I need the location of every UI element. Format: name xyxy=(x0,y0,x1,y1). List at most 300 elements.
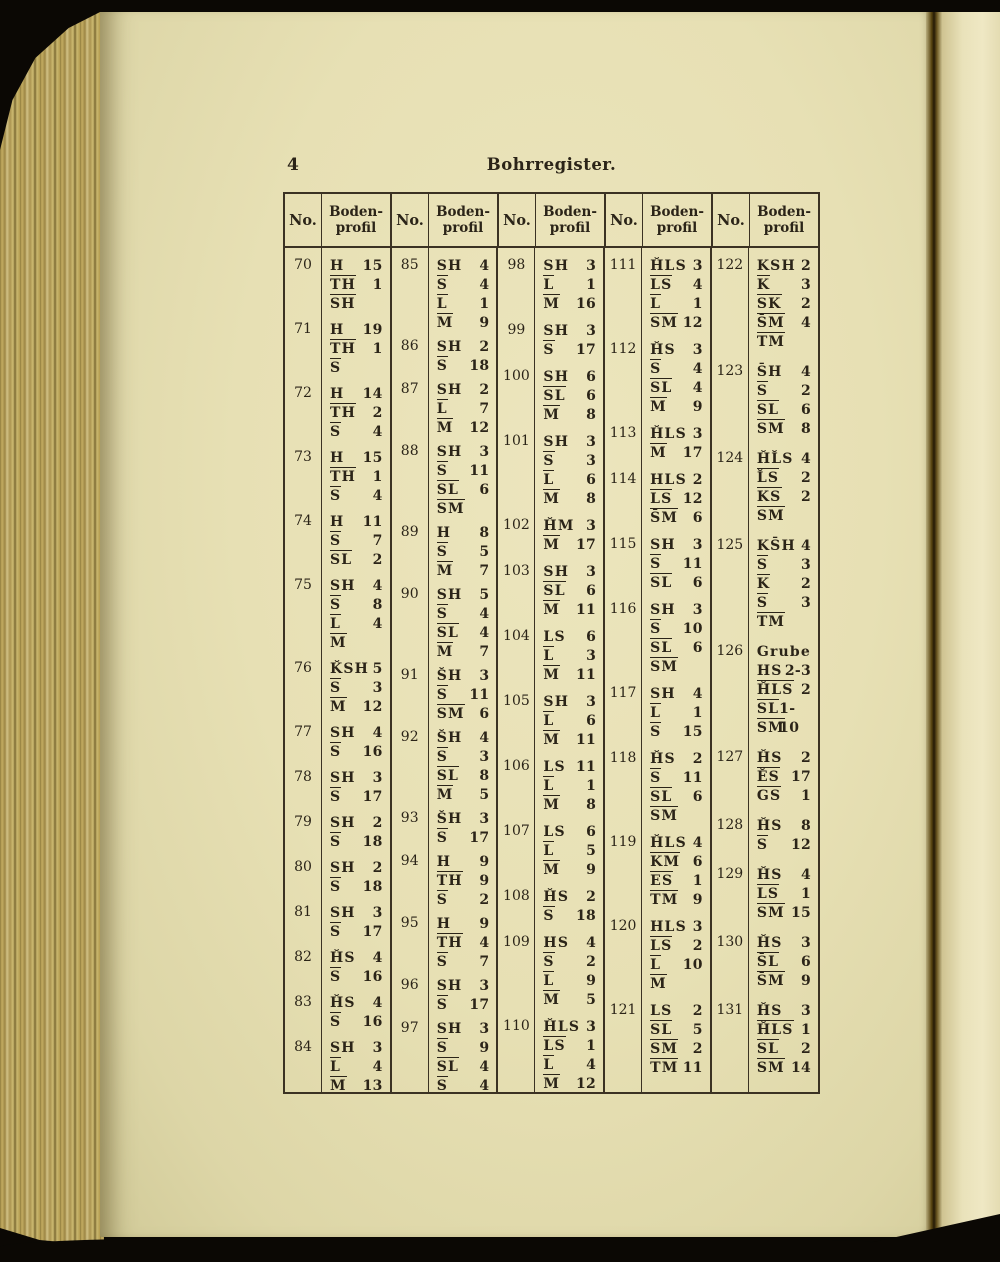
entry-value: 6 xyxy=(586,713,597,729)
entry-list xyxy=(321,576,390,652)
profile-entry xyxy=(543,627,596,646)
profile-entry xyxy=(330,595,383,614)
entry-code: S xyxy=(330,744,342,760)
entry-value: 3 xyxy=(586,648,597,664)
group-number: 84 xyxy=(294,1039,312,1055)
entry-code: S xyxy=(330,680,342,696)
profile-entry xyxy=(437,747,490,766)
profile-entry xyxy=(543,933,596,952)
profile-entry xyxy=(543,562,596,581)
profile-entry xyxy=(437,313,490,332)
profile-entry xyxy=(650,619,703,638)
entry-value: 2 xyxy=(800,383,812,399)
profile-header-line1: Boden- xyxy=(436,204,490,220)
profile-entry xyxy=(543,1074,596,1092)
profile-group xyxy=(605,340,710,416)
table-header-cell-profile xyxy=(536,194,604,246)
entry-list xyxy=(321,1038,390,1092)
entry-value: 11 xyxy=(576,667,597,683)
entry-code: SM xyxy=(650,1041,679,1057)
profile-entry xyxy=(330,877,383,896)
entry-code: L xyxy=(330,616,342,632)
profile-entry xyxy=(330,903,383,922)
table-header-cell-profile xyxy=(750,194,818,246)
bohrregister-table xyxy=(283,192,820,1094)
entry-code: H̆L̆S xyxy=(756,451,794,467)
entry-code: H̆LS xyxy=(650,258,687,274)
entry-value: 1-10 xyxy=(779,701,800,736)
entry-code: K̆SH xyxy=(330,661,370,677)
profile-entry xyxy=(330,967,383,986)
entry-code: M xyxy=(436,787,454,803)
profile-entry xyxy=(543,757,596,776)
entry-code: TM xyxy=(756,614,786,630)
profile-entry xyxy=(543,294,596,313)
entry-value: 10 xyxy=(682,621,703,637)
group-number: 115 xyxy=(609,536,637,552)
entry-code: S xyxy=(436,997,449,1013)
group-number: 109 xyxy=(503,934,530,950)
profile-entry xyxy=(330,467,383,486)
entry-code: H̆S xyxy=(756,818,783,834)
entry-list xyxy=(748,933,818,990)
entry-code: K xyxy=(756,576,771,592)
entry-value: 2 xyxy=(479,892,490,908)
entry-value: 16 xyxy=(362,969,383,985)
profile-entry xyxy=(437,914,490,933)
group-number: 80 xyxy=(294,859,312,875)
entry-code: TH xyxy=(436,935,463,951)
profile-entry xyxy=(543,405,596,424)
entry-list xyxy=(748,536,818,631)
entry-value: 6 xyxy=(479,706,490,722)
profile-entry xyxy=(543,367,596,386)
profile-group xyxy=(712,1001,818,1077)
entry-code: KS xyxy=(756,489,782,505)
entry-value: 11 xyxy=(469,463,490,479)
entry-code: L xyxy=(543,778,555,794)
entry-value: 17 xyxy=(576,342,597,358)
entry-list xyxy=(641,340,710,416)
entry-code: LS xyxy=(650,938,673,954)
group-number: 96 xyxy=(400,977,419,993)
profile-entry xyxy=(330,1038,383,1057)
entry-code: K xyxy=(756,277,771,293)
entry-value: 6 xyxy=(586,472,597,488)
entry-code: L xyxy=(436,296,448,312)
profile-group xyxy=(605,684,710,741)
entry-value: 6 xyxy=(586,824,597,840)
profile-entry xyxy=(437,542,490,561)
profile-group xyxy=(392,380,497,437)
entry-value: 3 xyxy=(692,919,703,935)
profile-entry xyxy=(650,600,703,619)
entry-value: 5 xyxy=(586,843,597,859)
entry-code: S xyxy=(330,834,342,850)
entry-value: 1 xyxy=(692,705,703,721)
entry-value: 11 xyxy=(362,514,383,530)
entry-value: 9 xyxy=(800,973,812,989)
entry-list xyxy=(534,887,603,925)
entry-value: 1 xyxy=(800,788,812,804)
entry-code: H̆S xyxy=(756,1003,783,1019)
profile-entry xyxy=(330,1012,383,1031)
table-header-cell-profile xyxy=(643,194,711,246)
entry-value: 3 xyxy=(692,537,703,553)
group-number: 78 xyxy=(294,769,312,785)
profile-entry xyxy=(757,661,811,680)
entry-value: 6 xyxy=(692,510,703,526)
entry-code: S̄L xyxy=(756,954,780,970)
profile-entry xyxy=(437,442,490,461)
entry-value: 3 xyxy=(586,434,597,450)
entry-code: S xyxy=(330,879,342,895)
profile-group xyxy=(392,337,497,375)
table-body xyxy=(285,248,818,1092)
group-number: 81 xyxy=(294,904,312,920)
group-number: 111 xyxy=(609,257,637,273)
profile-group xyxy=(712,642,818,737)
column-pair xyxy=(285,248,392,1092)
entry-value: 3 xyxy=(800,1003,812,1019)
entry-value: 8 xyxy=(372,597,383,613)
entry-list xyxy=(534,367,603,424)
entry-code: S xyxy=(436,544,449,560)
profile-entry xyxy=(330,294,383,313)
group-number: 77 xyxy=(294,724,312,740)
entry-value: 2 xyxy=(692,472,703,488)
entry-code: S xyxy=(330,533,342,549)
profile-entry xyxy=(437,623,490,642)
entry-code: SH xyxy=(436,382,463,398)
profile-entry xyxy=(543,489,596,508)
entry-code: HS xyxy=(543,935,570,951)
entry-code: SH xyxy=(330,905,356,921)
profile-entry xyxy=(543,795,596,814)
entry-list xyxy=(428,380,497,437)
group-number: 118 xyxy=(609,750,637,766)
profile-entry xyxy=(437,766,490,785)
entry-code: LS xyxy=(543,824,566,840)
entry-value: 4 xyxy=(586,1057,597,1073)
group-number: 103 xyxy=(503,563,530,579)
profile-entry xyxy=(543,860,596,879)
entry-code: SH xyxy=(330,770,356,786)
header-pair xyxy=(392,194,499,246)
profile-group xyxy=(285,948,390,986)
group-number: 94 xyxy=(400,853,419,869)
entry-value: 4 xyxy=(372,725,383,741)
entry-code: TH xyxy=(330,277,357,293)
profile-entry xyxy=(330,832,383,851)
entry-code: SL xyxy=(543,388,566,404)
entry-code: SH xyxy=(330,725,356,741)
entry-list xyxy=(534,432,603,508)
entry-value: 7 xyxy=(479,954,490,970)
entry-list xyxy=(428,728,497,804)
entry-code: SH xyxy=(436,978,463,994)
column-pair xyxy=(605,248,712,1092)
entry-value: 4 xyxy=(692,380,703,396)
entry-value: 1 xyxy=(586,277,597,293)
profile-entry xyxy=(330,1076,383,1092)
profile-header-line1: Boden- xyxy=(757,204,811,220)
entry-value: 4 xyxy=(800,867,812,883)
profile-group xyxy=(285,659,390,716)
profile-entry xyxy=(330,339,383,358)
entry-code: SL xyxy=(650,575,673,591)
entry-value: 7 xyxy=(372,533,383,549)
entry-value: 4 xyxy=(692,361,703,377)
group-number: 124 xyxy=(716,450,744,466)
entry-code: H xyxy=(330,386,345,402)
group-number: 93 xyxy=(400,810,419,826)
entry-code: S xyxy=(330,488,342,504)
entry-value: 6 xyxy=(586,583,597,599)
entry-value: 16 xyxy=(576,296,597,312)
entry-code: M xyxy=(543,732,561,748)
entry-list xyxy=(641,833,710,909)
profile-entry xyxy=(757,1058,811,1077)
group-number: 87 xyxy=(400,381,419,397)
entry-code: M xyxy=(436,420,454,436)
entry-value: 16 xyxy=(362,744,383,760)
profile-entry xyxy=(650,833,703,852)
table-header-cell-profile xyxy=(322,194,390,246)
entry-code: H̆S xyxy=(756,867,783,883)
entry-value: 2 xyxy=(800,489,812,505)
profile-group xyxy=(285,448,390,505)
profile-group xyxy=(712,748,818,805)
entry-code: M xyxy=(543,296,561,312)
entry-code: S xyxy=(436,830,449,846)
entry-code: S xyxy=(330,597,342,613)
entry-code: H xyxy=(436,854,452,870)
entry-code: SK xyxy=(756,296,782,312)
entry-value: 4 xyxy=(800,315,812,331)
profile-entry xyxy=(437,337,490,356)
group-number: 72 xyxy=(294,385,312,401)
entry-value: 3 xyxy=(372,905,383,921)
profile-entry xyxy=(330,422,383,441)
entry-code: M xyxy=(543,992,561,1008)
entry-code: M xyxy=(543,667,561,683)
entry-value: 3 xyxy=(692,602,703,618)
profile-entry xyxy=(330,486,383,505)
profile-entry xyxy=(757,506,811,525)
entry-list xyxy=(641,424,710,462)
entry-code: SH xyxy=(650,602,676,618)
entry-value: 1 xyxy=(372,469,383,485)
profile-entry xyxy=(650,294,703,313)
entry-code: H̆S xyxy=(543,889,570,905)
profile-entry xyxy=(757,865,811,884)
entry-value: 15 xyxy=(362,258,383,274)
entry-value: 12 xyxy=(576,1076,597,1092)
entry-list xyxy=(748,642,818,737)
entry-list xyxy=(748,256,818,351)
entry-code: H xyxy=(436,525,452,541)
profile-entry xyxy=(543,1036,596,1055)
profile-header-line2: profil xyxy=(763,220,805,236)
profile-entry xyxy=(543,275,596,294)
group-number: 74 xyxy=(294,513,312,529)
entry-value: 1 xyxy=(800,1022,812,1038)
profile-entry xyxy=(757,767,811,786)
entry-value: 6 xyxy=(692,575,703,591)
profile-entry xyxy=(437,933,490,952)
profile-group xyxy=(605,1001,710,1077)
profile-entry xyxy=(330,384,383,403)
entry-code: L xyxy=(650,705,662,721)
group-number: 79 xyxy=(294,814,312,830)
profile-entry xyxy=(650,1058,703,1077)
profile-entry xyxy=(437,380,490,399)
entry-code: Grube xyxy=(756,644,812,660)
group-number: 108 xyxy=(503,888,530,904)
profile-entry xyxy=(330,858,383,877)
profile-entry xyxy=(757,332,811,351)
profile-entry xyxy=(650,684,703,703)
group-number: 125 xyxy=(716,537,744,553)
group-number: 98 xyxy=(507,257,526,273)
profile-entry xyxy=(757,642,811,661)
entry-code: H̆LS xyxy=(756,682,794,698)
entry-value: 3 xyxy=(800,557,812,573)
entry-list xyxy=(321,993,390,1031)
entry-list xyxy=(748,1001,818,1077)
profile-entry xyxy=(330,550,383,569)
table-header-cell-profile xyxy=(429,194,497,246)
profile-group xyxy=(392,1019,497,1092)
group-number: 131 xyxy=(716,1002,744,1018)
column-pair xyxy=(392,248,499,1092)
profile-group xyxy=(285,768,390,806)
profile-entry xyxy=(437,785,490,804)
entry-value: 2 xyxy=(800,296,812,312)
entry-code: S xyxy=(650,556,662,572)
entry-code: SH xyxy=(330,296,356,312)
entry-value: 6 xyxy=(692,854,703,870)
profile-group xyxy=(605,424,710,462)
entry-value: 17 xyxy=(682,445,703,461)
entry-value: 3 xyxy=(692,426,703,442)
entry-code: SM xyxy=(756,508,785,524)
entry-code: SM xyxy=(650,659,679,675)
profile-group xyxy=(392,728,497,804)
entry-code: S xyxy=(650,361,662,377)
group-number: 123 xyxy=(716,363,744,379)
entry-code: L xyxy=(543,1057,555,1073)
entry-value: 4 xyxy=(586,935,597,951)
entry-code: SH xyxy=(436,587,463,603)
entry-code: S xyxy=(436,606,449,622)
group-number: 75 xyxy=(294,577,312,593)
entry-value: 8 xyxy=(586,491,597,507)
profile-group xyxy=(392,914,497,971)
entry-code: H̆LS xyxy=(543,1019,581,1035)
entry-code: SH xyxy=(330,860,356,876)
profile-header-line1: Boden- xyxy=(543,204,597,220)
entry-code: S̆H xyxy=(436,811,463,827)
entry-code: L xyxy=(543,277,555,293)
profile-entry xyxy=(437,976,490,995)
profile-group xyxy=(392,256,497,332)
entry-list xyxy=(321,813,390,851)
entry-code: SH xyxy=(543,694,570,710)
profile-entry xyxy=(437,399,490,418)
entry-value: 11 xyxy=(469,687,490,703)
profile-group xyxy=(285,384,390,441)
entry-code: H̆S xyxy=(756,750,783,766)
entry-value: 2 xyxy=(372,860,383,876)
entry-list xyxy=(321,768,390,806)
group-number: 106 xyxy=(503,758,530,774)
entry-code: LS xyxy=(543,759,566,775)
entry-value: 1 xyxy=(586,778,597,794)
table-header-cell-no: No. xyxy=(713,194,750,246)
entry-value: 12 xyxy=(469,420,490,436)
profile-entry xyxy=(650,871,703,890)
entry-value: 9 xyxy=(586,862,597,878)
entry-value: 3 xyxy=(586,518,597,534)
profile-entry xyxy=(543,386,596,405)
entry-value: 9 xyxy=(479,873,490,889)
profile-group xyxy=(605,256,710,332)
profile-entry xyxy=(757,313,811,332)
profile-group xyxy=(285,320,390,377)
group-number: 85 xyxy=(400,257,419,273)
entry-value: 13 xyxy=(362,1078,383,1092)
entry-value: 11 xyxy=(576,602,597,618)
profile-group xyxy=(285,813,390,851)
entry-list xyxy=(534,757,603,814)
entry-value: 5 xyxy=(692,1022,703,1038)
entry-code: S̆H xyxy=(436,668,463,684)
entry-code: M xyxy=(436,644,454,660)
entry-list xyxy=(321,723,390,761)
entry-value: 2 xyxy=(800,258,812,274)
profile-entry xyxy=(650,936,703,955)
entry-value: 2 xyxy=(692,751,703,767)
profile-entry xyxy=(650,424,703,443)
group-number: 70 xyxy=(294,257,312,273)
entry-value: 17 xyxy=(469,997,490,1013)
entry-value: 6 xyxy=(479,482,490,498)
entry-value: 2 xyxy=(372,405,383,421)
profile-entry xyxy=(437,995,490,1014)
entry-code: S xyxy=(330,924,342,940)
profile-group xyxy=(285,903,390,941)
entry-code: M xyxy=(543,1076,561,1092)
entry-value: 1 xyxy=(692,296,703,312)
entry-code: SH xyxy=(650,686,676,702)
profile-entry xyxy=(543,692,596,711)
entry-list xyxy=(641,535,710,592)
group-number: 127 xyxy=(716,749,744,765)
entry-code: H̆S xyxy=(650,751,676,767)
profile-entry xyxy=(650,722,703,741)
entry-code: S xyxy=(436,277,449,293)
profile-group xyxy=(392,442,497,518)
entry-value: 6 xyxy=(586,629,597,645)
entry-value: 5 xyxy=(479,587,490,603)
entry-list xyxy=(534,516,603,554)
profile-group xyxy=(392,585,497,661)
entry-code: SL xyxy=(756,402,780,418)
entry-code: L xyxy=(650,957,662,973)
table-header-cell-no: No. xyxy=(606,194,643,246)
